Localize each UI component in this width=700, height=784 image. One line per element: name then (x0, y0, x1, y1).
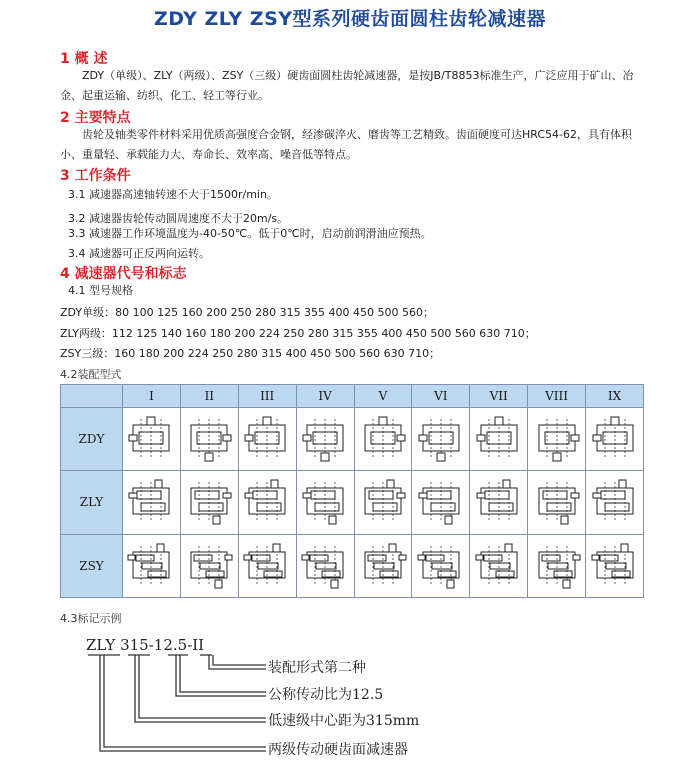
column-header: VII (470, 385, 528, 408)
column-header: VIII (528, 385, 586, 408)
condition-item: 3.3 减速器工作环境温度为-40-50℃。低于0℃时，启动前润滑油应预热。 (68, 227, 432, 240)
column-header: IV (296, 385, 354, 408)
example-label-center-distance: 低速级中心距为315mm (268, 713, 420, 729)
column-header: III (238, 385, 296, 408)
zdy-specs: ZDY单级：80 100 125 160 200 250 280 315 355 400 450 500 560； (60, 306, 435, 319)
zly-specs: ZLY两级：112 125 140 160 180 200 224 250 280 315 355 400 450 500 560 630 710； (60, 327, 536, 340)
condition-item: 3.2 减速器齿轮传动圆周速度不大于20m/s。 (68, 212, 289, 225)
heading-conditions: 3 工作条件 (60, 168, 131, 184)
example-code: ZLY 315-12.5-II (86, 636, 205, 654)
assembly-subheading: 4.2装配型式 (60, 368, 122, 381)
zsy-specs: ZSY三级：160 180 200 224 250 280 315 400 450 500 560 630 710； (60, 347, 441, 360)
condition-item: 3.4 减速器可正反两向运转。 (68, 247, 210, 260)
row-label: ZDY (61, 408, 123, 471)
example-label-ratio: 公称传动比为12.5 (268, 687, 384, 703)
row-label: ZSY (61, 534, 123, 597)
heading-features: 2 主要特点 (60, 110, 131, 126)
example-label-assembly: 装配形式第二种 (268, 660, 366, 676)
example-label-type: 两级传动硬齿面减速器 (268, 742, 408, 758)
condition-item: 3.1 减速器高速轴转速不大于1500r/min。 (68, 188, 278, 201)
overview-text: ZDY（单级）、ZLY（两级）、ZSY（三级）硬齿面圆柱齿轮减速器，是按JB/T8853标准生产，广泛应用于矿山、冶金、起重运输、纺织、化工、轻工等行业。 (60, 69, 634, 102)
page-title: ZDY ZLY ZSY型系列硬齿面圆柱齿轮减速器 (153, 8, 547, 30)
column-header: VI (412, 385, 470, 408)
example-subheading: 4.3标记示例 (60, 612, 122, 625)
heading-model: 4 减速器代号和标志 (60, 266, 187, 282)
features-text: 齿轮及轴类零件材料采用优质高强度合金钢，经渗碳淬火、磨齿等工艺精致。齿面硬度可达HRC54-62，具有体积小、重量轻、承载能力大、寿命长、效率高、噪音低等特点。 (60, 128, 633, 161)
column-header: II (180, 385, 238, 408)
model-sub-specs: 4.1 型号规格 (68, 284, 133, 297)
column-header: I (123, 385, 181, 408)
heading-overview: 1 概 述 (60, 51, 108, 67)
column-header: IX (586, 385, 644, 408)
column-header: V (354, 385, 412, 408)
row-label: ZLY (61, 471, 123, 534)
